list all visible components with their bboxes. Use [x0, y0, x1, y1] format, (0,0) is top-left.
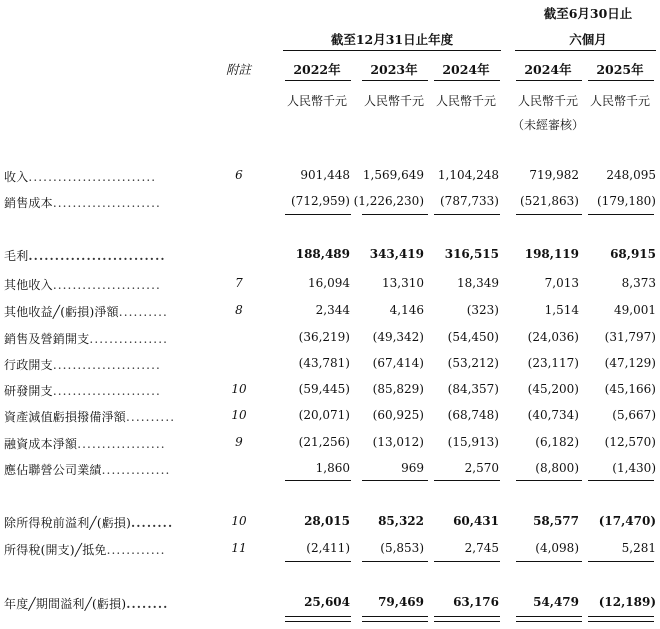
- row-value-col-3: (24,036): [527, 330, 579, 344]
- subtotal-rule: [434, 214, 500, 215]
- row-leader-dots: ..........................: [28, 170, 157, 184]
- total-double-rule: [362, 616, 428, 622]
- column-year-1: 2023年: [370, 62, 418, 77]
- row-value-col-0: (21,256): [298, 435, 350, 449]
- column-year-0: 2022年: [293, 62, 341, 77]
- row-value-col-0: (20,071): [298, 408, 350, 422]
- six-months-rule: [515, 50, 656, 51]
- row-value-col-0: (36,219): [298, 330, 350, 344]
- row-value-col-1: 85,322: [378, 514, 424, 528]
- row-value-col-4: 8,373: [621, 276, 656, 290]
- column-year-rule-1: [362, 80, 428, 81]
- subtotal-rule: [516, 480, 582, 481]
- row-label: [4, 276, 161, 293]
- row-leader-dots: ..........: [118, 305, 168, 319]
- subtotal-rule: [285, 214, 351, 215]
- row-value-col-4: (47,129): [604, 356, 656, 370]
- row-value-col-2: 18,349: [457, 276, 499, 290]
- row-label: [4, 356, 161, 373]
- row-value-col-2: (68,748): [447, 408, 499, 422]
- row-value-col-2: 2,745: [464, 541, 499, 555]
- row-label: [4, 330, 168, 347]
- row-value-col-2: 2,570: [464, 461, 499, 475]
- row-note-ref: 10: [231, 408, 247, 422]
- row-note-ref: 9: [235, 435, 243, 449]
- row-leader-dots: ..........................: [28, 249, 166, 263]
- row-value-col-1: (5,853): [380, 541, 424, 555]
- subtotal-rule: [362, 480, 428, 481]
- row-value-col-0: 188,489: [295, 247, 350, 261]
- row-label: [4, 595, 168, 612]
- column-unit-2: 人民幣千元: [435, 94, 496, 108]
- row-value-col-4: (12,570): [604, 435, 656, 449]
- row-value-col-1: 343,419: [369, 247, 424, 261]
- column-year-rule-0: [285, 80, 351, 81]
- subtotal-rule: [434, 480, 500, 481]
- row-leader-dots: ............: [106, 543, 166, 557]
- row-value-col-4: 5,281: [621, 541, 656, 555]
- row-value-col-3: 1,514: [544, 303, 579, 317]
- six-months-heading-bottom: 六個月: [569, 32, 607, 47]
- row-value-col-4: (12,189): [598, 595, 656, 609]
- row-value-col-0: 1,860: [315, 461, 350, 475]
- row-note-ref: 10: [231, 382, 247, 396]
- row-leader-dots: ......................: [52, 196, 161, 210]
- row-value-col-1: (67,414): [372, 356, 424, 370]
- row-value-col-3: (4,098): [535, 541, 579, 555]
- row-value-col-3: (6,182): [535, 435, 579, 449]
- six-months-heading-top: 截至6月30日止: [543, 6, 633, 21]
- note-column-heading: 附註: [226, 62, 252, 77]
- row-value-col-4: (31,797): [604, 330, 656, 344]
- row-label-text: 其他收入: [4, 278, 53, 292]
- subtotal-rule: [434, 561, 500, 562]
- row-label: [4, 514, 173, 531]
- row-label-text: 收入: [4, 170, 29, 184]
- row-value-col-0: 2,344: [315, 303, 350, 317]
- row-value-col-2: (54,450): [447, 330, 499, 344]
- row-value-col-2: 316,515: [444, 247, 499, 261]
- row-value-col-4: 248,095: [606, 168, 656, 182]
- subtotal-rule: [362, 214, 428, 215]
- row-value-col-2: 60,431: [453, 514, 499, 528]
- row-note-ref: 7: [235, 276, 243, 290]
- row-value-col-2: 63,176: [453, 595, 499, 609]
- row-note-ref: 8: [235, 303, 243, 317]
- row-value-col-0: (2,411): [306, 541, 350, 555]
- column-unit-4: 人民幣千元: [589, 94, 650, 108]
- row-value-col-0: (43,781): [298, 356, 350, 370]
- year-group-heading: 截至12月31日止年度: [330, 32, 454, 47]
- row-value-col-1: 1,569,649: [362, 168, 424, 182]
- row-value-col-4: (179,180): [597, 194, 656, 208]
- row-label-text: 研發開支: [4, 384, 53, 398]
- row-value-col-0: 16,094: [308, 276, 350, 290]
- row-label: [4, 408, 175, 425]
- subtotal-rule: [516, 214, 582, 215]
- subtotal-rule: [588, 214, 654, 215]
- row-value-col-0: 28,015: [304, 514, 350, 528]
- row-value-col-0: 901,448: [300, 168, 350, 182]
- row-label-text: 毛利: [4, 249, 29, 263]
- row-leader-dots: ......................: [52, 358, 161, 372]
- row-leader-dots: ..........: [126, 410, 176, 424]
- row-label: [4, 303, 168, 320]
- row-value-col-3: (521,863): [520, 194, 579, 208]
- row-leader-dots: ......................: [52, 384, 161, 398]
- row-label: [4, 168, 156, 185]
- total-double-rule: [588, 616, 654, 622]
- subtotal-rule: [285, 561, 351, 562]
- row-value-col-4: (5,667): [612, 408, 656, 422]
- column-unit-3: 人民幣千元: [517, 94, 578, 108]
- total-double-rule: [516, 616, 582, 622]
- column-year-2: 2024年: [442, 62, 490, 77]
- row-value-col-1: 13,310: [382, 276, 424, 290]
- column-sub-3: （未經審核）: [512, 118, 585, 132]
- row-value-col-2: (15,913): [447, 435, 499, 449]
- subtotal-rule: [588, 480, 654, 481]
- row-label-text: 其他收益╱(虧損)淨額: [4, 305, 119, 319]
- row-value-col-1: (49,342): [372, 330, 424, 344]
- row-value-col-3: 7,013: [544, 276, 579, 290]
- row-leader-dots: ................: [89, 332, 169, 346]
- row-note-ref: 6: [235, 168, 243, 182]
- row-label-text: 銷售成本: [4, 196, 53, 210]
- row-label: [4, 461, 170, 478]
- row-label-text: 行政開支: [4, 358, 53, 372]
- row-value-col-2: (53,212): [447, 356, 499, 370]
- row-label: [4, 194, 161, 211]
- row-label: [4, 382, 161, 399]
- row-note-ref: 11: [231, 541, 247, 555]
- row-value-col-3: (40,734): [527, 408, 579, 422]
- row-label-text: 所得稅(開支)╱抵免: [4, 543, 107, 557]
- row-value-col-4: 68,915: [610, 247, 656, 261]
- row-value-col-3: 58,577: [533, 514, 579, 528]
- row-value-col-4: (17,470): [598, 514, 656, 528]
- column-unit-0: 人民幣千元: [286, 94, 347, 108]
- row-value-col-3: (45,200): [527, 382, 579, 396]
- column-year-rule-3: [516, 80, 582, 81]
- row-value-col-4: (45,166): [604, 382, 656, 396]
- year-group-rule: [283, 50, 501, 51]
- total-double-rule: [285, 616, 351, 622]
- row-value-col-3: (23,117): [527, 356, 579, 370]
- row-leader-dots: ..............: [101, 463, 171, 477]
- row-label-text: 銷售及營銷開支: [4, 332, 90, 346]
- row-value-col-3: 198,119: [524, 247, 579, 261]
- subtotal-rule: [588, 561, 654, 562]
- row-value-col-1: (60,925): [372, 408, 424, 422]
- row-leader-dots: ..................: [77, 437, 166, 451]
- row-value-col-1: 79,469: [378, 595, 424, 609]
- column-year-rule-2: [434, 80, 500, 81]
- row-value-col-2: (787,733): [440, 194, 499, 208]
- row-value-col-2: (84,357): [447, 382, 499, 396]
- row-value-col-1: (1,226,230): [353, 194, 424, 208]
- row-note-ref: 10: [231, 514, 247, 528]
- row-value-col-0: (712,959): [291, 194, 350, 208]
- column-year-rule-4: [588, 80, 654, 81]
- row-label-text: 融資成本淨額: [4, 437, 78, 451]
- row-leader-dots: ........: [126, 597, 169, 611]
- row-label-text: 年度╱期間溢利╱(虧損): [4, 597, 127, 611]
- subtotal-rule: [516, 561, 582, 562]
- row-value-col-3: (8,800): [535, 461, 579, 475]
- row-value-col-1: (13,012): [372, 435, 424, 449]
- row-value-col-2: 1,104,248: [437, 168, 499, 182]
- row-leader-dots: ........: [131, 516, 174, 530]
- row-label: [4, 435, 166, 452]
- row-label-text: 除所得稅前溢利╱(虧損): [4, 516, 131, 530]
- subtotal-rule: [362, 561, 428, 562]
- row-value-col-0: 25,604: [304, 595, 350, 609]
- row-label: [4, 247, 166, 264]
- row-leader-dots: ......................: [52, 278, 161, 292]
- subtotal-rule: [285, 480, 351, 481]
- row-value-col-4: (1,430): [612, 461, 656, 475]
- row-label: [4, 541, 166, 558]
- row-value-col-4: 49,001: [614, 303, 656, 317]
- row-value-col-1: 4,146: [389, 303, 424, 317]
- column-year-4: 2025年: [596, 62, 644, 77]
- row-value-col-3: 719,982: [529, 168, 579, 182]
- total-double-rule: [434, 616, 500, 622]
- column-unit-1: 人民幣千元: [363, 94, 424, 108]
- row-label-text: 應佔聯營公司業績: [4, 463, 102, 477]
- row-label-text: 資產減值虧損撥備淨額: [4, 410, 127, 424]
- column-year-3: 2024年: [524, 62, 572, 77]
- row-value-col-1: (85,829): [372, 382, 424, 396]
- row-value-col-3: 54,479: [533, 595, 579, 609]
- row-value-col-2: (323): [466, 303, 499, 317]
- row-value-col-1: 969: [401, 461, 424, 475]
- row-value-col-0: (59,445): [298, 382, 350, 396]
